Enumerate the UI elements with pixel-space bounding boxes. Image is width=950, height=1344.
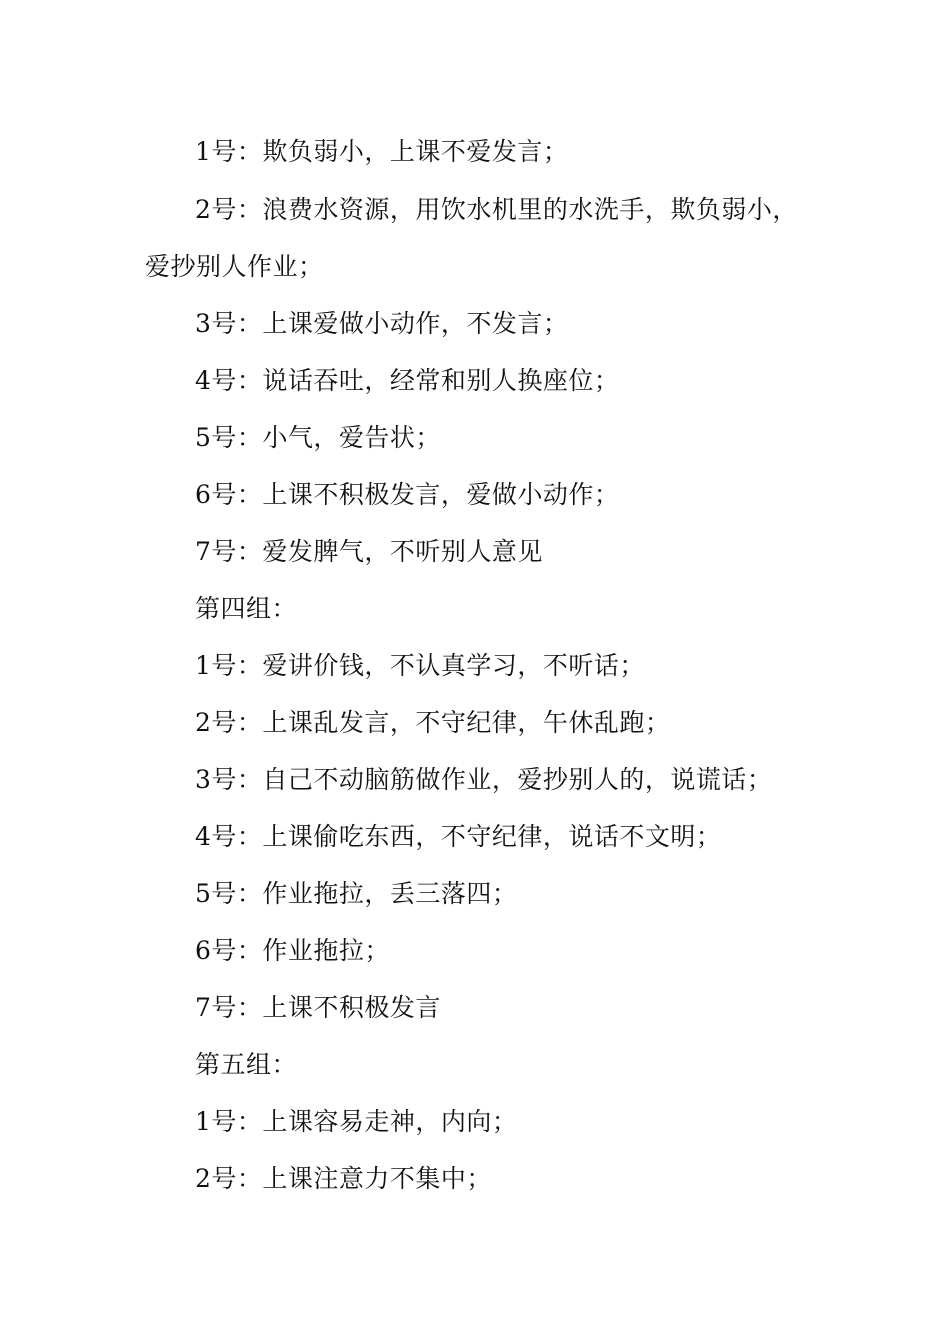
text-line: 1号：上课容易走神，内向； <box>195 1107 518 1136</box>
section-heading: 第五组： <box>195 1050 298 1079</box>
text-line: 2号：上课注意力不集中； <box>195 1164 492 1193</box>
text-line: 2号：浪费水资源，用饮水机里的水洗手，欺负弱小， <box>195 195 798 224</box>
text-line: 5号：小气，爱告状； <box>195 423 441 452</box>
text-line: 7号：爱发脾气，不听别人意见 <box>195 537 543 566</box>
text-line: 7号：上课不积极发言 <box>195 993 441 1022</box>
text-line: 1号：爱讲价钱，不认真学习，不听话； <box>195 651 645 680</box>
text-line: 3号：上课爱做小动作，不发言； <box>195 309 569 338</box>
text-line: 1号：欺负弱小，上课不爱发言； <box>195 137 569 166</box>
text-line: 4号：说话吞吐，经常和别人换座位； <box>195 366 620 395</box>
text-line: 6号：上课不积极发言，爱做小动作； <box>195 480 620 509</box>
text-line: 4号：上课偷吃东西，不守纪律，说话不文明； <box>195 822 722 851</box>
text-line: 6号：作业拖拉； <box>195 936 390 965</box>
text-line: 3号：自己不动脑筋做作业，爱抄别人的，说谎话； <box>195 765 773 794</box>
text-line: 2号：上课乱发言，不守纪律，午休乱跑； <box>195 708 671 737</box>
section-heading: 第四组： <box>195 594 298 623</box>
text-line: 爱抄别人作业； <box>145 252 324 281</box>
text-line: 5号：作业拖拉，丢三落四； <box>195 879 518 908</box>
